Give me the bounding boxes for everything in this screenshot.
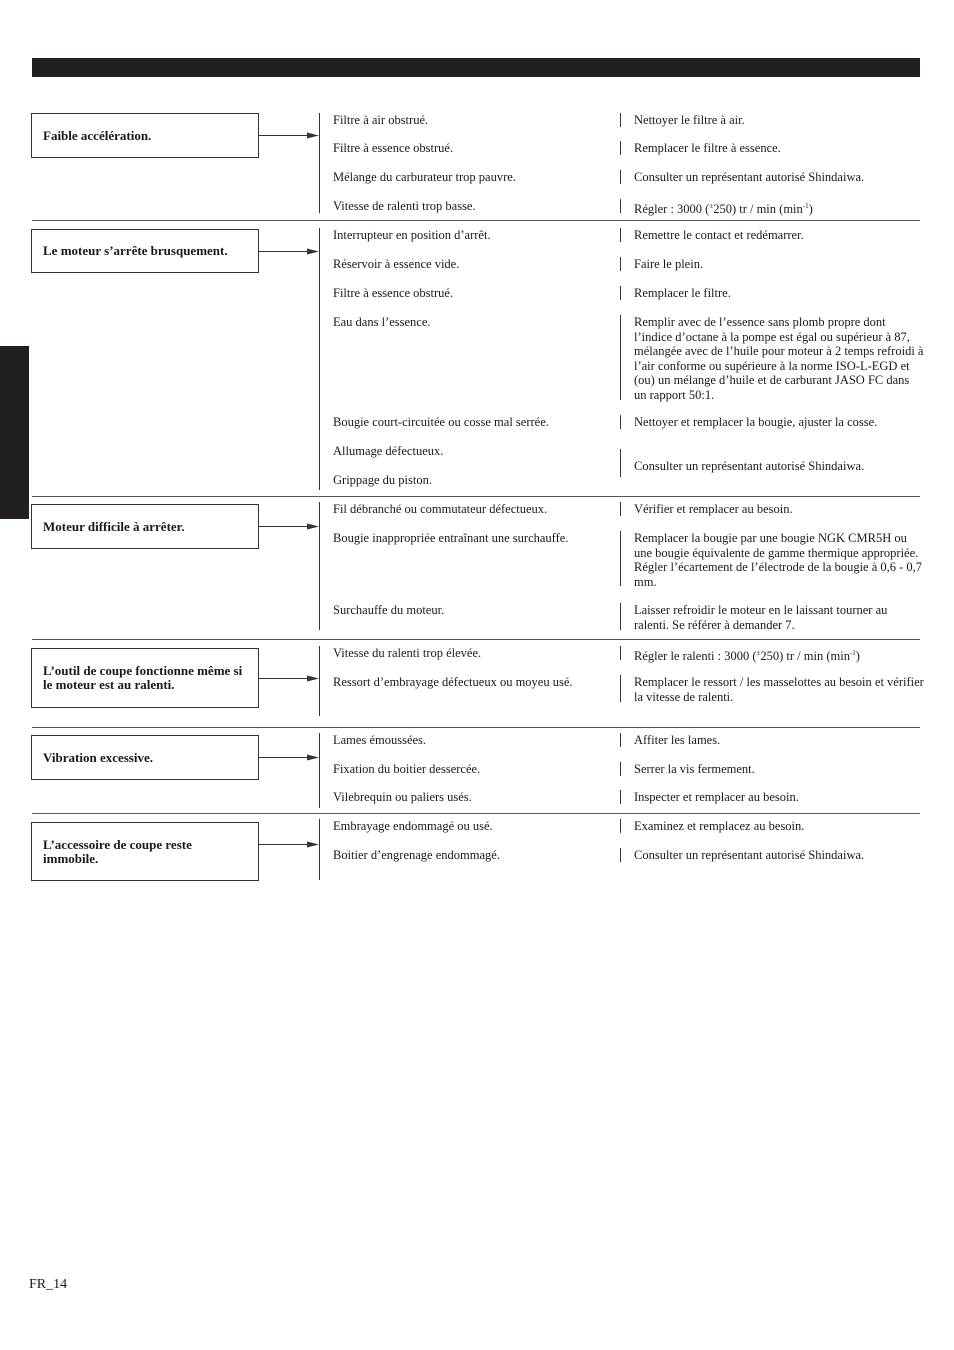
side-tab (0, 346, 29, 519)
cause-text: Grippage du piston. (333, 473, 432, 487)
remedy-marker (620, 848, 621, 862)
cause-text: Allumage défectueux. (333, 444, 444, 458)
remedy-text: Vérifier et remplacer au besoin. (634, 502, 793, 516)
cause-text: Filtre à air obstrué. (333, 113, 429, 127)
remedy-marker (620, 199, 621, 213)
cause-text: Filtre à essence obstrué. (333, 141, 454, 155)
arrow-right-icon (259, 752, 319, 763)
bracket-line (319, 646, 320, 716)
row-separator (32, 220, 920, 221)
problem-box (31, 822, 259, 881)
remedy-text: Examinez et remplacez au besoin. (634, 819, 805, 833)
arrow-right-icon (259, 839, 319, 850)
remedy-marker (620, 415, 621, 429)
cause-text: Bougie court-circuitée ou cosse mal serrée. (333, 415, 549, 429)
remedy-marker (620, 170, 621, 184)
problem-label: Le moteur s’arrête brusquement. (43, 243, 228, 258)
remedy-text: Remplacer le ressort / les masselottes au besoin et vérifier la vitesse de ralenti. (634, 675, 924, 704)
remedy-text: Consulter un représentant autorisé Shindaiwa. (634, 459, 865, 473)
bracket-line (319, 819, 320, 880)
remedy-text: Remplacer le filtre. (634, 286, 731, 300)
cause-text: Mélange du carburateur trop pauvre. (333, 170, 516, 184)
cause-text: Embrayage endommagé ou usé. (333, 819, 493, 833)
bracket-line (319, 228, 320, 490)
row-separator (32, 813, 920, 814)
problem-label: L’outil de coupe fonctionne même si le moteur est au ralenti. (43, 663, 243, 692)
remedy-marker (620, 315, 621, 400)
problem-box (31, 735, 259, 780)
cause-text: Vitesse du ralenti trop élevée. (333, 646, 482, 660)
cause-text: Réservoir à essence vide. (333, 257, 460, 271)
remedy-text: Remplir avec de l’essence sans plomb propre dont l’indice d’octane à la pompe est égal ou supérieur à 87, mélangée avec de l’huile pour moteur à 2 temps refroidi à l’air conforme ou supérieure à la norme ISO-L-EGD et (ou) un mélange d’huile et de carburant JASO FC dans un rapport 50:1. (634, 315, 924, 402)
arrow-right-icon (259, 130, 319, 141)
row-separator (32, 639, 920, 640)
row-separator (32, 727, 920, 728)
arrow-right-icon (259, 673, 319, 684)
arrow-right-icon (259, 521, 319, 532)
remedy-marker (620, 733, 621, 747)
cause-text: Surchauffe du moteur. (333, 603, 445, 617)
remedy-marker (620, 113, 621, 127)
cause-text: Eau dans l’essence. (333, 315, 431, 329)
problem-box (31, 504, 259, 549)
problem-label: Moteur difficile à arrêter. (43, 518, 185, 534)
problem-box (31, 648, 259, 708)
bracket-line (319, 733, 320, 808)
remedy-marker (620, 646, 621, 660)
cause-text: Filtre à essence obstrué. (333, 286, 454, 300)
problem-label: Faible accélération. (43, 127, 152, 143)
remedy-text: Faire le plein. (634, 257, 704, 271)
remedy-text: Laisser refroidir le moteur en le laissant tourner au ralenti. Se référer à demander 7. (634, 603, 888, 632)
bracket-line (319, 113, 320, 213)
remedy-text: Nettoyer et remplacer la bougie, ajuster la cosse. (634, 415, 878, 429)
remedy-marker (620, 531, 621, 586)
cause-text: Boitier d’engrenage endommagé. (333, 848, 500, 862)
bracket-line (319, 502, 320, 630)
page-number: FR_14 (29, 1277, 68, 1292)
remedy-text: Inspecter et remplacer au besoin. (634, 790, 799, 804)
remedy-marker (620, 228, 621, 242)
remedy-marker (620, 819, 621, 833)
remedy-marker (620, 502, 621, 516)
cause-text: Fil débranché ou commutateur défectueux. (333, 502, 548, 516)
problem-box (31, 113, 259, 158)
remedy-marker (620, 449, 621, 477)
cause-text: Vitesse de ralenti trop basse. (333, 199, 476, 213)
remedy-text: Régler : 3000 (±250) tr / $\min (\min^{-1})$ (634, 202, 813, 217)
remedy-text: Remplacer la bougie par une bougie NGK CMR5H ou une bougie équivalente de gamme thermique appropriée. Régler l’écartement de l’électrode de la bougie à 0,6 - 0,7 mm. (634, 531, 923, 589)
remedy-marker (620, 790, 621, 804)
remedy-marker (620, 675, 621, 702)
remedy-text: Affiter les lames. (634, 733, 721, 747)
remedy-marker (620, 762, 621, 776)
remedy-marker (620, 257, 621, 271)
cause-text: Interrupteur en position d’arrêt. (333, 228, 491, 242)
remedy-marker (620, 141, 621, 155)
problem-label: Vibration excessive. (43, 749, 153, 765)
cause-text: Ressort d’embrayage défectueux ou moyeu usé. (333, 675, 573, 689)
remedy-text: Consulter un représentant autorisé Shindaiwa. (634, 170, 865, 184)
problem-label: L’accessoire de coupe reste immobile. (43, 836, 192, 866)
problem-box (31, 229, 259, 273)
remedy-text: Serrer la vis fermement. (634, 762, 755, 776)
header-bar (32, 58, 920, 77)
cause-text: Lames émoussées. (333, 733, 427, 747)
cause-text: Bougie inappropriée entraînant une surchauffe. (333, 531, 569, 545)
cause-text: Fixation du boitier dessercée. (333, 762, 481, 776)
cause-text: Vilebrequin ou paliers usés. (333, 790, 472, 804)
remedy-text: Régler le ralenti : 3000 (±250) tr / $\min (\min^{-1})$ (634, 649, 860, 664)
row-separator (32, 496, 920, 497)
remedy-marker (620, 286, 621, 300)
arrow-right-icon (259, 246, 319, 257)
remedy-text: Remettre le contact et redémarrer. (634, 228, 804, 242)
remedy-text: Nettoyer le filtre à air. (634, 113, 745, 127)
remedy-text: Consulter un représentant autorisé Shindaiwa. (634, 848, 865, 862)
remedy-text: Remplacer le filtre à essence. (634, 141, 781, 155)
remedy-marker (620, 603, 621, 630)
